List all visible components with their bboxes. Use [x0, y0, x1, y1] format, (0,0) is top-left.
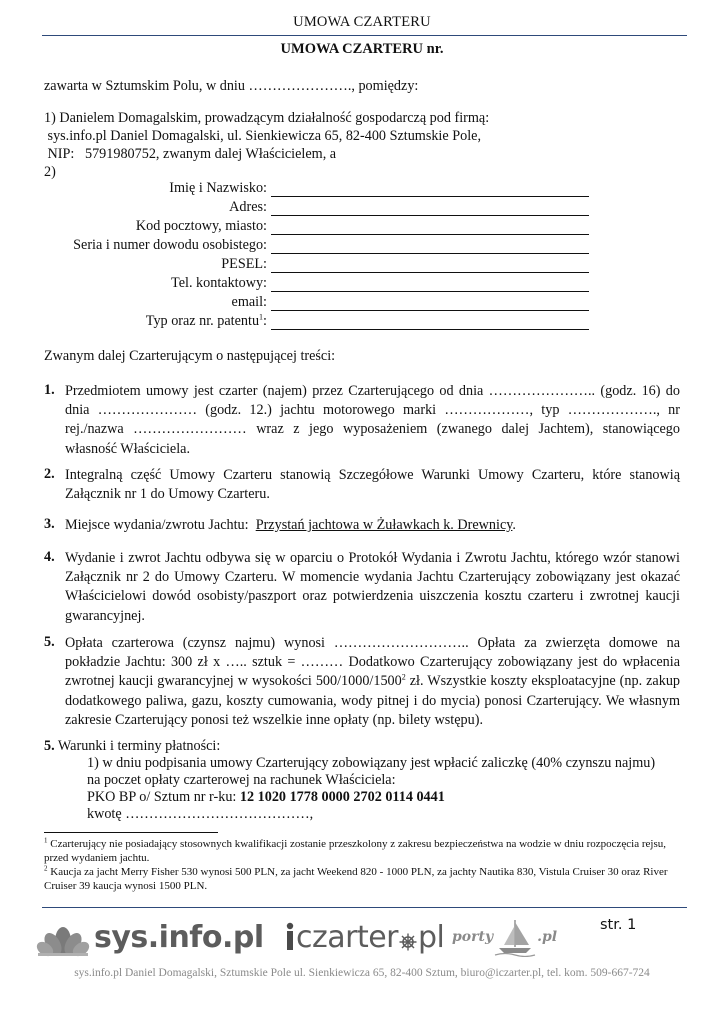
field-label: Adres: [229, 199, 267, 215]
clause-text-after: zł. Wszystkie koszty eksploatacyjne (np. zakup dodatkowego paliwa, gazu, koszty cumowania, wody pitnej i do mycia) ponosi Czarterujący. We własnym zakresie Czarterujący ponosi też wszelkie inne opłaty (np. bilety wstępu). [65, 673, 681, 728]
clause-text: Przedmiotem umowy jest czarter (najem) przez Czarterującego od dnia ………………….. (godz. 16) do dnia ………………… (godz. 12.) jachtu motorowego marki ………………, typ ………………., nr rej./nazwa …………………… wraz z jego wyposażeniem (zwanego dalej Jachtem), stanowiącego własność Właściciela. [65, 383, 680, 457]
field-label-colon: : [263, 313, 267, 329]
field-label: PESEL: [221, 256, 267, 272]
field-blank[interactable] [271, 260, 589, 273]
porty-wordmark: porty [452, 929, 494, 945]
clause-number: 4. [44, 549, 55, 565]
payment-sub1-line1: 1) w dniu podpisania umowy Czarterujący zobowiązany jest wpłacić zaliczkę (40% czynszu najmu) [87, 755, 656, 771]
footnote-text: Czarterujący nie posiadający stosownych kwalifikacji zostanie przeszkolony z zakresu bezpieczeństwa na wodzie w dniu rozpoczęcia rejsu, przed wydaniem jachtu. [44, 838, 666, 864]
clause-number: 2. [44, 466, 55, 482]
field-address [0, 199, 589, 216]
footnote-rule [44, 832, 218, 833]
field-id-document [0, 237, 589, 254]
clause-5 [44, 634, 680, 730]
field-label: email: [231, 294, 267, 310]
field-label [0, 313, 271, 330]
footnote-ref-2: 2 [401, 672, 406, 682]
clause-text-before: Miejsce wydania/zwrotu Jachtu: [65, 517, 256, 533]
sailboat-icon [493, 917, 537, 957]
clause-number: 3. [44, 516, 55, 532]
clause-2 [44, 466, 680, 504]
intro-line: zawarta w Sztumskim Polu, w dniu …………………., pomiędzy: [44, 78, 419, 94]
handover-location: Przystań jachtowa w Żuławkach k. Drewnicy [255, 517, 513, 533]
clause-text: Integralną część Umowy Czarteru stanowią Szczegółowe Warunki Umowy Czarteru, które stanowią Załącznik nr 1 do Umowy Czarteru. [65, 467, 680, 503]
footer-contact: sys.info.pl Daniel Domagalski, Sztumskie Pole ul. Sienkiewicza 65, 82-400 Sztum, biuro@iczarter.pl, tel. kom. 509-667-724 [74, 967, 650, 979]
page-number: str. 1 [600, 917, 637, 933]
lotus-icon [36, 917, 90, 957]
field-label: Imię i Nazwisko: [169, 180, 267, 196]
footnote-mark: 2 [44, 864, 48, 873]
clause-3 [44, 516, 680, 535]
party1-line2: sys.info.pl Daniel Domagalski, ul. Sienkiewicza 65, 82-400 Sztumskie Pole, [44, 128, 481, 144]
field-phone [0, 275, 589, 292]
iczarter-wordmark: czarter [296, 919, 399, 955]
field-email [0, 294, 589, 311]
footnote-mark: 1 [44, 836, 48, 845]
header-rule [42, 35, 687, 36]
bank-account-line [87, 789, 445, 806]
clause-text: Wydanie i zwrot Jachtu odbywa się w oparciu o Protokół Wydania i Zwrotu Jachtu, którego wzór stanowi Załącznik nr 2 do Umowy Czarteru. W momencie wydania Jachtu Czarterujący zobowiązany jest okazać Właścicielowi dowód osobisty/paszport oraz potwierdzenia uiszczenia kosztu czarteru i zwrotnej kaucji gwarancyjnej. [65, 550, 680, 624]
footnote-1 [44, 838, 684, 865]
clause-number: 5. [44, 634, 55, 650]
sys-info-logo [36, 912, 264, 962]
clause-4 [44, 549, 680, 626]
field-blank[interactable] [271, 184, 589, 197]
party1-line1: 1) Danielem Domagalskim, prowadzącym działalność gospodarczą pod firmą: [44, 110, 490, 126]
field-label: Tel. kontaktowy: [171, 275, 267, 291]
clause-text [65, 634, 680, 730]
party2-label: 2) [44, 164, 56, 180]
bank-account-number: 12 1020 1778 0000 2702 0114 0441 [239, 789, 445, 805]
clause-number: 1. [44, 382, 55, 398]
clause-text-after: . [512, 517, 516, 533]
clause-text [65, 516, 680, 535]
running-header: UMOWA CZARTERU [293, 14, 431, 30]
field-blank[interactable] [271, 222, 589, 235]
preamble: Zwanym dalej Czarterującym o następującej treści: [44, 348, 336, 364]
amount-line: kwotę …………………………………, [87, 806, 314, 822]
bank-label: PKO BP o/ Sztum nr r-ku: [87, 789, 240, 805]
porty-logo [452, 912, 557, 962]
field-blank[interactable] [271, 298, 589, 311]
field-label: Kod pocztowy, miasto: [135, 218, 267, 234]
clause-number: 5. [44, 738, 55, 754]
ship-wheel-icon [399, 933, 417, 951]
footnote-text: Kaucja za jacht Merry Fisher 530 wynosi 500 PLN, za jacht Weekend 820 - 1000 PLN, za jachty Nautika 830, Vistula Cruiser 30 oraz River Cruiser 39 kaucja wynosi 1500 PLN. [44, 866, 668, 892]
field-blank[interactable] [271, 317, 589, 330]
field-license [0, 313, 589, 330]
footnote-2 [44, 866, 684, 893]
field-label-text: Typ oraz nr. patentu [145, 313, 260, 329]
iczarter-wordmark-pl: pl [418, 919, 445, 955]
field-blank[interactable] [271, 203, 589, 216]
payment-sub1-line2: na poczet opłaty czarterowej na rachunek Właściciela: [87, 772, 396, 788]
sys-info-wordmark: sys.info.pl [94, 919, 264, 955]
i-letter-icon [284, 922, 296, 952]
field-blank[interactable] [271, 241, 589, 254]
document-title: UMOWA CZARTERU nr. [280, 41, 444, 57]
party1-line3: NIP: 5791980752, zwanym dalej Właścicielem, a [44, 146, 337, 162]
footer-rule [42, 907, 687, 908]
clause-1 [44, 382, 680, 459]
field-label: Seria i numer dowodu osobistego: [73, 237, 267, 253]
iczarter-logo [284, 912, 444, 962]
clause-text-before: Opłata czarterowa (czynsz najmu) wynosi ……………………….. Opłata za zwierzęta domowe na pokładzie Jachtu: 300 zł x ….. sztuk = ……… Dodatkowo Czarterujący zobowiązany jest do wpłacenia zwrotnej kaucji gwarancyjnej w wysokości 500/1000/1500 [65, 635, 680, 690]
field-blank[interactable] [271, 279, 589, 292]
footnote-ref-1: 1 [259, 312, 264, 322]
field-postal [0, 218, 589, 235]
field-name [0, 180, 589, 197]
payment-terms-heading [44, 738, 220, 755]
payment-terms-title: Warunki i terminy płatności: [54, 738, 221, 754]
porty-wordmark-pl: .pl [537, 929, 558, 945]
field-pesel [0, 256, 589, 273]
